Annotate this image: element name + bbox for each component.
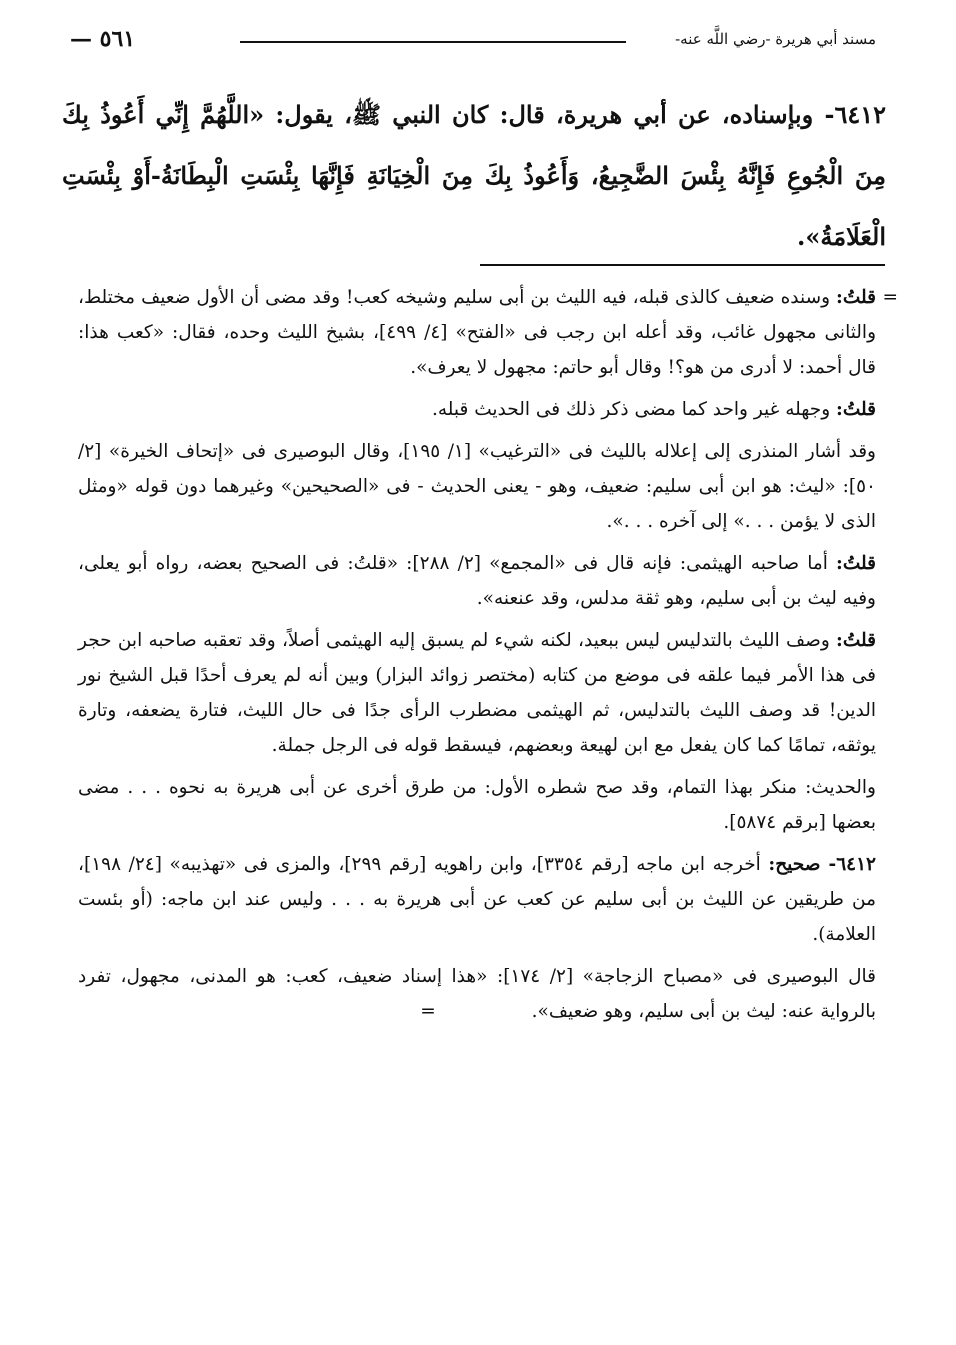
note-paragraph xyxy=(78,546,876,616)
note-label: قلتُ: xyxy=(836,630,876,651)
footnotes xyxy=(78,280,898,1036)
hadith-body: وبإسناده، عن أبي هريرة، قال: كان النبي ﷺ، يقول: «اللَّهُمَّ إِنِّي أَعُوذُ بِكَ مِنَ الْجُوعِ فَإِنَّهُ بِئْسَ الضَّجِيعُ، وَأَعُوذُ بِكَ مِنَ الْخِيَانَةِ فَإِنَّهَا بِئْسَتِ الْبِطَانَةُ-أَوْ بِئْسَتِ الْعَلَامَةُ». xyxy=(62,100,886,251)
note-paragraph xyxy=(78,280,898,385)
note-text: وجهله غير واحد كما مضى ذكر ذلك فى الحديث قبله. xyxy=(432,399,831,420)
footnote-separator xyxy=(480,264,885,266)
hadith-text xyxy=(62,84,886,267)
note-text: وصف الليث بالتدليس ليس ببعيد، لكنه شيء لم يسبق إليه الهيثمى أصلاً، وقد تعقبه صاحبه ابن حجر فى هذا الأمر فيما علقه فى موضع من كتابه (مختصر زوائد البزار) وبين أنه لم يعرف أحدًا قبل الشيخ نور الدين! قد وصف الليث بالتدليس، ثم الهيثمى مضطرب الرأى جدًا فى حال الليث، فتارة يضعفه، وتارة يوثقه، تمامًا كما كان يفعل مع ابن لهيعة وبعضهم، فيسقط قوله فى الرجل جملة. xyxy=(78,630,876,756)
note-text: أخرجه ابن ماجه [رقم ٣٣٥٤]، وابن راهويه [رقم ٢٩٩]، والمزى فى «تهذيبه» [٢٤/ ١٩٨]، من طريقين عن الليث بن أبى سليم عن كعب عن أبى هريرة به . . . وليس عند ابن ماجه: (أو بئست العلامة). xyxy=(78,854,876,945)
continuation-mark: = xyxy=(882,287,898,308)
note-paragraph xyxy=(78,392,876,427)
note-label: قلتُ: xyxy=(836,287,876,308)
continuation-mark: = xyxy=(420,1001,436,1022)
note-paragraph xyxy=(78,434,876,539)
note-text: والحديث: منكر بهذا التمام، وقد صح شطره الأول: من طرق أخرى عن أبى هريرة به نحوه . . . مضى بعضها [برقم ٥٨٧٤]. xyxy=(78,777,876,833)
note-label: قلتُ: xyxy=(836,553,876,574)
hadith-number: ٦٤١٢- xyxy=(824,100,887,129)
running-title: مسند أبي هريرة -رضي اللَّه عنه- xyxy=(675,30,876,48)
note-text: وقد أشار المنذرى إلى إعلاله بالليث فى «الترغيب» [١/ ١٩٥]، وقال البوصيرى فى «إتحاف الخيرة» [٢/ ٥٠]: «ليث: هو ابن أبى سليم: ضعيف، وهو - يعنى الحديث - فى «الصحيحين» وغيرهما دون قوله «ومثل الذى لا يؤمن . . .» إلى آخره . . .». xyxy=(78,441,876,532)
page-header xyxy=(70,26,876,60)
note-text: أما صاحبه الهيثمى: فإنه قال فى «المجمع» [٢/ ٢٨٨]: «قلتُ: فى الصحيح بعضه، رواه أبو يعلى، وفيه ليث بن أبى سليم، وهو ثقة مدلس، وقد عنعنه». xyxy=(78,553,876,609)
note-text: قال البوصيرى فى «مصباح الزجاجة» [٢/ ١٧٤]: «هذا إسناد ضعيف، كعب: هو المدنى، مجهول، تفرد بالرواية عنه: ليث بن أبى سليم، وهو ضعيف». xyxy=(78,966,876,1022)
note-paragraph xyxy=(78,623,876,763)
note-label: ٦٤١٢- صحيح: xyxy=(768,854,876,875)
note-paragraph xyxy=(78,847,876,952)
note-paragraph xyxy=(78,959,876,1029)
page-number: ٥٦١ — xyxy=(70,26,136,52)
note-paragraph xyxy=(78,770,876,840)
note-text: وسنده ضعيف كالذى قبله، فيه الليث بن أبى سليم وشيخه كعب! وقد مضى أن الأول ضعيف مختلط، والثانى مجهول غائب، وقد أعله ابن رجب فى «الفتح» [٤/ ٤٩٩]، بشيخ الليث وحده، فقال: «كعب هذا: قال أحمد: لا أدرى من هو؟! وقال أبو حاتم: مجهول لا يعرف». xyxy=(78,287,876,378)
header-rule xyxy=(240,41,626,43)
note-label: قلتُ: xyxy=(836,399,876,420)
